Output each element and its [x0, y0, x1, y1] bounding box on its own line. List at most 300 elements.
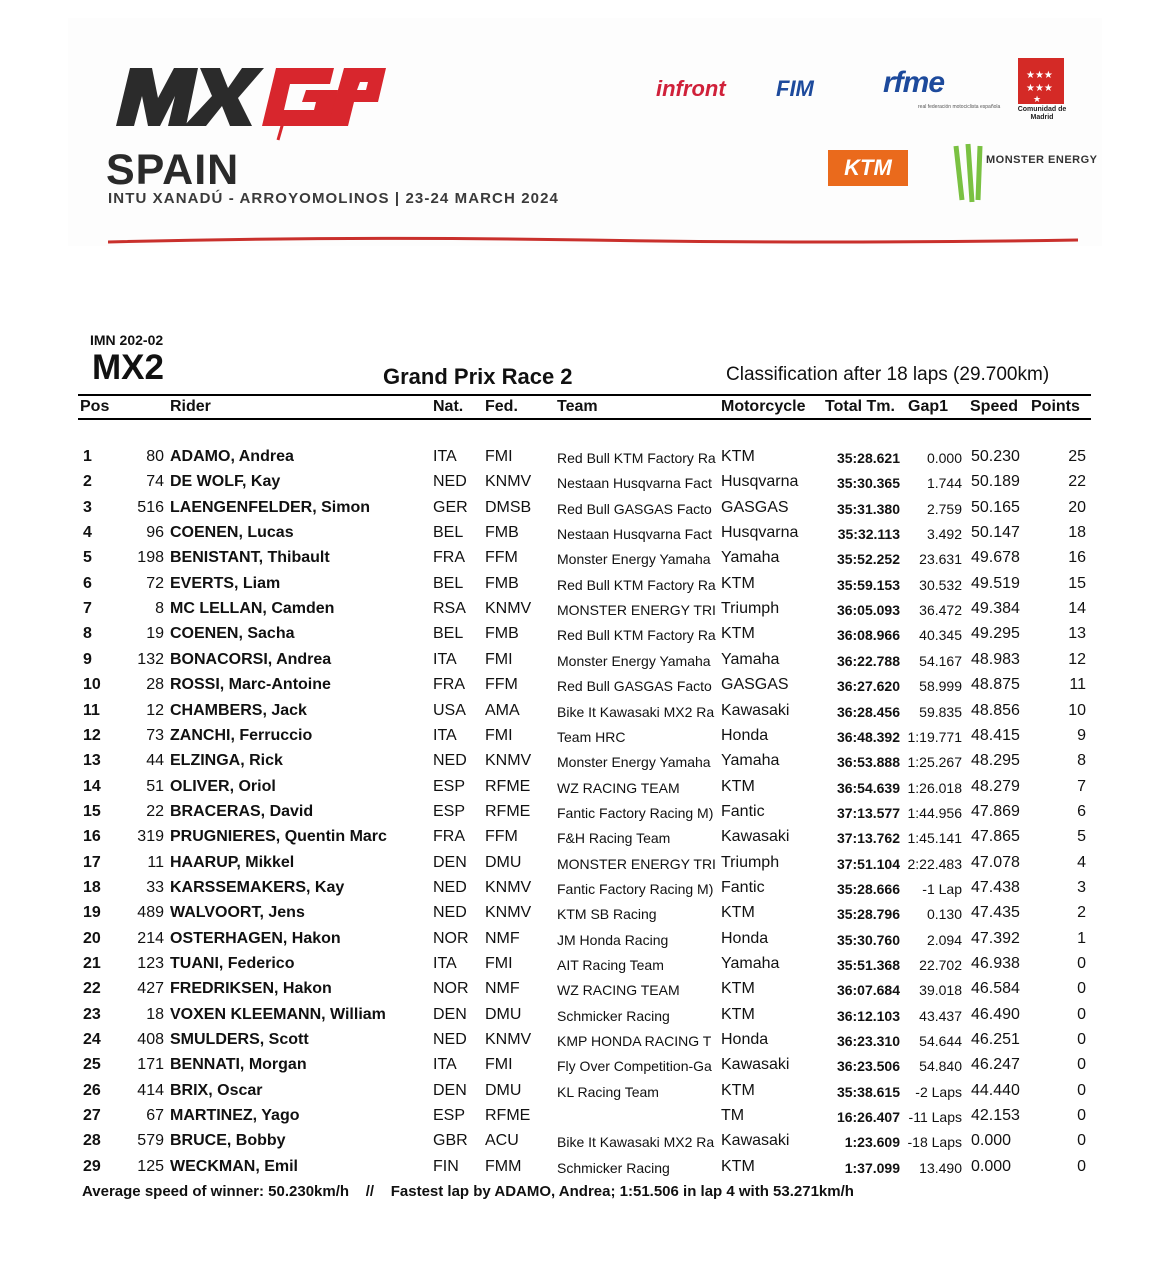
- svg-text:★★★: ★★★: [1026, 83, 1053, 94]
- speed-cell: 0.000: [971, 1132, 1012, 1150]
- team-cell: Red Bull GASGAS Facto: [557, 678, 712, 695]
- rider-name-cell: MC LELLAN, Camden: [170, 600, 335, 618]
- speed-cell: 47.869: [971, 802, 1020, 820]
- rider-number-cell: 73: [146, 726, 164, 744]
- col-gap: Gap1: [908, 398, 949, 415]
- total-time-cell: 35:32.113: [837, 526, 900, 543]
- rider-name-cell: VOXEN KLEEMANN, William: [170, 1005, 386, 1023]
- federation-cell: FMB: [485, 625, 519, 643]
- col-rider: Rider: [170, 398, 211, 415]
- nation-cell: ESP: [433, 1107, 466, 1125]
- table-row: [78, 978, 1091, 1003]
- rider-name-cell: BENNATI, Morgan: [170, 1056, 307, 1074]
- rider-name-cell: WECKMAN, Emil: [170, 1157, 298, 1175]
- nation-cell: NOR: [433, 980, 469, 998]
- rider-number-cell: 12: [146, 701, 164, 719]
- svg-text:★★★: ★★★: [1026, 70, 1053, 81]
- nation-cell: USA: [433, 701, 466, 719]
- total-time-cell: 36:08.966: [836, 627, 900, 644]
- federation-cell: KNMV: [485, 1031, 532, 1049]
- team-cell: Nestaan Husqvarna Fact: [557, 475, 712, 492]
- federation-cell: DMSB: [485, 498, 532, 516]
- nation-cell: DEN: [433, 1005, 467, 1023]
- speed-cell: 46.490: [971, 1005, 1020, 1023]
- pos-cell: 28: [83, 1132, 101, 1150]
- col-team: Team: [557, 398, 598, 415]
- federation-cell: FMI: [485, 726, 513, 744]
- points-cell: 18: [1068, 524, 1086, 542]
- motorcycle-cell: Triumph: [721, 600, 780, 618]
- team-cell: Team HRC: [557, 728, 626, 745]
- nation-cell: BEL: [433, 574, 464, 592]
- team-cell: Monster Energy Yamaha: [557, 551, 711, 568]
- pos-cell: 17: [83, 853, 101, 871]
- rider-name-cell: ADAMO, Andrea: [170, 448, 294, 465]
- speed-cell: 46.584: [971, 980, 1020, 998]
- col-speed: Speed: [970, 398, 1019, 415]
- points-cell: 0: [1077, 1132, 1086, 1150]
- team-cell: Bike It Kawasaki MX2 Ra: [557, 703, 715, 720]
- rider-number-cell: 579: [137, 1132, 164, 1150]
- col-fed: Fed.: [485, 398, 518, 415]
- table-row: [78, 1105, 1091, 1130]
- col-nat: Nat.: [433, 398, 464, 415]
- rider-number-cell: 414: [137, 1081, 164, 1099]
- nation-cell: NED: [433, 473, 467, 491]
- nation-cell: BEL: [433, 625, 464, 643]
- rider-number-cell: 408: [137, 1031, 164, 1049]
- pos-cell: 19: [83, 904, 101, 922]
- nation-cell: NED: [433, 904, 467, 922]
- speed-cell: 48.856: [971, 701, 1020, 719]
- pos-cell: 26: [83, 1081, 101, 1099]
- rider-number-cell: 132: [137, 650, 164, 668]
- federation-cell: AMA: [485, 701, 520, 719]
- gap-cell: 1:26.018: [907, 779, 962, 796]
- team-cell: KL Racing Team: [557, 1083, 659, 1100]
- motorcycle-cell: Fantic: [721, 802, 765, 820]
- rider-number-cell: 123: [137, 955, 164, 972]
- points-cell: 0: [1077, 1005, 1086, 1023]
- speed-cell: 47.392: [971, 929, 1020, 947]
- team-cell: Bike It Kawasaki MX2 Ra: [557, 1134, 715, 1151]
- points-cell: 0: [1077, 980, 1086, 998]
- gap-cell: 54.644: [919, 1033, 962, 1050]
- total-time-cell: 37:13.577: [836, 804, 900, 821]
- nation-cell: ITA: [433, 726, 457, 744]
- team-cell: Red Bull GASGAS Facto: [557, 500, 712, 517]
- gap-cell: 1:25.267: [907, 754, 962, 771]
- table-row: [78, 928, 1091, 953]
- speed-cell: 46.251: [971, 1031, 1020, 1049]
- federation-cell: FFM: [485, 549, 518, 567]
- points-cell: 4: [1077, 853, 1086, 871]
- total-time-cell: 36:05.093: [836, 602, 900, 619]
- total-time-cell: 35:59.153: [836, 576, 900, 593]
- total-time-cell: 35:28.621: [836, 450, 900, 466]
- rider-name-cell: TUANI, Federico: [170, 955, 295, 972]
- gap-cell: 36.472: [919, 602, 962, 619]
- motorcycle-cell: Honda: [721, 1031, 769, 1049]
- pos-cell: 29: [83, 1157, 101, 1175]
- rider-number-cell: 8: [155, 600, 164, 618]
- points-cell: 12: [1068, 650, 1086, 668]
- federation-cell: FFM: [485, 676, 518, 694]
- table-row: [78, 547, 1091, 572]
- points-cell: 0: [1077, 1107, 1086, 1125]
- motorcycle-cell: KTM: [721, 980, 755, 998]
- federation-cell: RFME: [485, 1107, 531, 1125]
- speed-cell: 42.153: [971, 1107, 1020, 1125]
- motorcycle-cell: KTM: [721, 1005, 755, 1023]
- nation-cell: NED: [433, 1031, 467, 1049]
- federation-cell: RFME: [485, 802, 531, 820]
- team-cell: KTM SB Racing: [557, 906, 657, 923]
- rider-number-cell: 33: [146, 878, 164, 896]
- federation-cell: FMB: [485, 524, 519, 542]
- points-cell: 14: [1068, 600, 1086, 618]
- rider-number-cell: 125: [137, 1157, 164, 1175]
- motorcycle-cell: Kawasaki: [721, 1056, 790, 1074]
- federation-cell: RFME: [485, 777, 531, 795]
- motorcycle-cell: KTM: [721, 1081, 755, 1099]
- gap-cell: 58.999: [919, 678, 962, 695]
- motorcycle-cell: Husqvarna: [721, 524, 799, 542]
- pos-cell: 23: [83, 1005, 101, 1023]
- mxgp-logo: [108, 54, 388, 144]
- total-time-cell: 35:31.380: [836, 500, 900, 517]
- table-row: [78, 1130, 1091, 1155]
- rider-number-cell: 67: [146, 1107, 164, 1125]
- gap-cell: 3.492: [926, 526, 962, 543]
- nation-cell: FRA: [433, 828, 465, 846]
- table-row: [78, 877, 1091, 902]
- team-cell: Red Bull KTM Factory Ra: [557, 450, 716, 466]
- pos-cell: 8: [83, 625, 92, 643]
- table-row: [78, 497, 1091, 522]
- gap-cell: 54.167: [919, 652, 962, 669]
- team-cell: WZ RACING TEAM: [557, 779, 680, 796]
- speed-cell: 50.189: [971, 473, 1020, 491]
- federation-cell: ACU: [485, 1132, 519, 1150]
- points-cell: 11: [1069, 676, 1086, 694]
- motorcycle-cell: Yamaha: [721, 752, 780, 770]
- gap-cell: -1 Lap: [922, 880, 962, 897]
- rider-name-cell: LAENGENFELDER, Simon: [170, 498, 371, 516]
- rider-number-cell: 516: [137, 498, 164, 516]
- race-title: Grand Prix Race 2: [383, 364, 573, 389]
- total-time-cell: 36:53.888: [836, 754, 900, 771]
- nation-cell: FRA: [433, 676, 465, 694]
- table-row: [78, 649, 1091, 674]
- nation-cell: ESP: [433, 777, 466, 795]
- federation-cell: KNMV: [485, 904, 532, 922]
- pos-cell: 1: [83, 448, 92, 465]
- motorcycle-cell: Honda: [721, 929, 769, 947]
- gap-cell: 13.490: [919, 1159, 962, 1176]
- total-time-cell: 35:38.615: [836, 1083, 900, 1100]
- federation-cell: DMU: [485, 1005, 522, 1023]
- federation-cell: KNMV: [485, 600, 532, 618]
- pos-cell: 3: [83, 498, 92, 516]
- table-row: [78, 852, 1091, 877]
- motorcycle-cell: Husqvarna: [721, 473, 799, 491]
- speed-cell: 49.519: [971, 574, 1020, 592]
- federation-cell: FMI: [485, 650, 513, 668]
- nation-cell: NED: [433, 878, 467, 896]
- rider-number-cell: 80: [146, 448, 164, 465]
- rider-name-cell: COENEN, Sacha: [170, 625, 295, 643]
- monster-energy-logo: [948, 140, 1062, 206]
- infront-logo: infront: [656, 76, 726, 101]
- team-cell: Schmicker Racing: [557, 1159, 670, 1176]
- motorcycle-cell: GASGAS: [721, 498, 789, 516]
- total-time-cell: 36:22.788: [836, 652, 900, 669]
- table-row: [78, 902, 1091, 927]
- points-cell: 0: [1077, 955, 1086, 972]
- gap-cell: 1:19.771: [907, 728, 962, 745]
- gap-cell: 2.094: [926, 931, 962, 948]
- table-row: [78, 623, 1091, 648]
- col-total-time: Total Tm.: [825, 398, 895, 415]
- gap-cell: 54.840: [919, 1058, 962, 1075]
- speed-cell: 50.230: [971, 448, 1020, 465]
- rider-number-cell: 198: [137, 549, 164, 567]
- total-time-cell: 36:12.103: [836, 1007, 900, 1024]
- table-row: [78, 1029, 1091, 1054]
- speed-cell: 50.147: [971, 524, 1020, 542]
- rider-name-cell: PRUGNIERES, Quentin Marc: [170, 828, 387, 846]
- table-row: [78, 522, 1091, 547]
- table-row: [78, 573, 1091, 598]
- gap-cell: 1:45.141: [907, 830, 962, 847]
- pos-cell: 14: [83, 777, 101, 795]
- nation-cell: ITA: [433, 1056, 457, 1074]
- gap-cell: 22.702: [919, 957, 962, 973]
- rider-number-cell: 319: [137, 828, 164, 846]
- federation-cell: FFM: [485, 828, 518, 846]
- total-time-cell: 36:07.684: [836, 982, 900, 999]
- monster-energy-text: MONSTER ENERGY: [986, 154, 1098, 166]
- total-time-cell: 35:52.252: [836, 551, 900, 568]
- team-cell: AIT Racing Team: [557, 957, 664, 973]
- rider-number-cell: 171: [137, 1056, 164, 1074]
- pos-cell: 2: [83, 473, 92, 491]
- federation-cell: NMF: [485, 929, 520, 947]
- rider-number-cell: 96: [146, 524, 164, 542]
- event-name: SPAIN: [106, 146, 240, 194]
- gap-cell: 1.744: [926, 475, 962, 492]
- table-row: [78, 776, 1091, 801]
- federation-cell: KNMV: [485, 473, 532, 491]
- nation-cell: NOR: [433, 929, 469, 947]
- rider-number-cell: 19: [146, 625, 164, 643]
- document-code: IMN 202-02: [90, 332, 164, 348]
- total-time-cell: 35:28.666: [836, 880, 900, 897]
- header-rule: [78, 394, 1091, 396]
- motorcycle-cell: Yamaha: [721, 650, 780, 668]
- nation-cell: GBR: [433, 1132, 468, 1150]
- rider-name-cell: FREDRIKSEN, Hakon: [170, 980, 332, 998]
- motorcycle-cell: Kawasaki: [721, 701, 790, 719]
- team-cell: Monster Energy Yamaha: [557, 754, 711, 771]
- motorcycle-cell: Yamaha: [721, 955, 780, 972]
- speed-cell: 47.078: [971, 853, 1020, 871]
- col-points: Points: [1031, 398, 1080, 415]
- pos-cell: 22: [83, 980, 101, 998]
- pos-cell: 6: [83, 574, 92, 592]
- points-cell: 8: [1077, 752, 1086, 770]
- team-cell: WZ RACING TEAM: [557, 982, 680, 999]
- motorcycle-cell: KTM: [721, 904, 755, 922]
- pos-cell: 27: [83, 1107, 101, 1125]
- rider-number-cell: 214: [137, 929, 164, 947]
- speed-cell: 49.678: [971, 549, 1020, 567]
- rider-number-cell: 427: [137, 980, 164, 998]
- rider-name-cell: BONACORSI, Andrea: [170, 650, 332, 668]
- team-cell: Nestaan Husqvarna Fact: [557, 526, 712, 543]
- pos-cell: 20: [83, 929, 101, 947]
- pos-cell: 9: [83, 650, 92, 668]
- federation-cell: FMB: [485, 574, 519, 592]
- total-time-cell: 37:51.104: [836, 855, 900, 872]
- team-cell: KMP HONDA RACING T: [557, 1033, 712, 1050]
- rfme-logo: rfme: [883, 66, 945, 99]
- rider-number-cell: 11: [147, 853, 164, 871]
- federation-cell: DMU: [485, 1081, 522, 1099]
- motorcycle-cell: KTM: [721, 574, 755, 592]
- team-cell: Red Bull KTM Factory Ra: [557, 576, 716, 593]
- table-row: [78, 826, 1091, 851]
- gap-cell: 0.000: [926, 450, 962, 466]
- nation-cell: ITA: [433, 955, 457, 972]
- total-time-cell: 1:23.609: [844, 1134, 900, 1151]
- table-row: [78, 953, 1091, 978]
- total-time-cell: 35:51.368: [836, 957, 900, 973]
- rider-name-cell: BENISTANT, Thibault: [170, 549, 330, 567]
- gap-cell: -11 Laps: [908, 1109, 962, 1126]
- speed-cell: 47.438: [971, 878, 1020, 896]
- event-banner: [68, 18, 1102, 246]
- points-cell: 25: [1068, 448, 1086, 465]
- speed-cell: 0.000: [971, 1157, 1012, 1175]
- col-motorcycle: Motorcycle: [721, 398, 806, 415]
- motorcycle-cell: KTM: [721, 625, 755, 643]
- team-cell: Fantic Factory Racing M): [557, 804, 714, 821]
- table-row: [78, 801, 1091, 826]
- pos-cell: 12: [83, 726, 101, 744]
- gap-cell: 2.759: [926, 500, 962, 517]
- pos-cell: 15: [83, 802, 101, 820]
- motorcycle-cell: Kawasaki: [721, 828, 790, 846]
- nation-cell: ESP: [433, 802, 466, 820]
- points-cell: 6: [1077, 802, 1086, 820]
- federation-cell: DMU: [485, 853, 522, 871]
- motorcycle-cell: Honda: [721, 726, 769, 744]
- rider-name-cell: ELZINGA, Rick: [170, 752, 283, 770]
- motorcycle-cell: KTM: [721, 448, 755, 465]
- race-footer-summary: Average speed of winner: 50.230km/h // Fastest lap by ADAMO, Andrea; 1:51.506 in lap 4 with 53.271km/h: [82, 1183, 854, 1200]
- total-time-cell: 1:37.099: [844, 1159, 900, 1176]
- rider-name-cell: EVERTS, Liam: [170, 574, 281, 592]
- rider-name-cell: OLIVER, Oriol: [170, 777, 276, 795]
- rider-name-cell: BRACERAS, David: [170, 802, 314, 820]
- nation-cell: FRA: [433, 549, 465, 567]
- points-cell: 0: [1077, 1056, 1086, 1074]
- svg-text:★: ★: [1033, 95, 1042, 104]
- table-header: [78, 398, 1091, 420]
- team-cell: Schmicker Racing: [557, 1007, 670, 1024]
- federation-cell: FMI: [485, 955, 513, 972]
- gap-cell: 43.437: [919, 1007, 962, 1024]
- gap-cell: -18 Laps: [907, 1134, 962, 1151]
- motorcycle-cell: GASGAS: [721, 676, 789, 694]
- table-row: [78, 700, 1091, 725]
- gap-cell: 0.130: [926, 906, 962, 923]
- federation-cell: NMF: [485, 980, 520, 998]
- nation-cell: BEL: [433, 524, 464, 542]
- motorcycle-cell: Fantic: [721, 878, 765, 896]
- rider-name-cell: HAARUP, Mikkel: [170, 853, 295, 871]
- team-cell: MONSTER ENERGY TRI: [557, 855, 716, 872]
- gap-cell: 1:44.956: [907, 804, 962, 821]
- rider-name-cell: COENEN, Lucas: [170, 524, 294, 542]
- motorcycle-cell: TM: [721, 1107, 745, 1125]
- motorcycle-cell: Triumph: [721, 853, 780, 871]
- rfme-subtitle: real federación motociclista española: [918, 104, 1001, 110]
- points-cell: 20: [1068, 498, 1086, 516]
- pos-cell: 16: [83, 828, 101, 846]
- points-cell: 22: [1068, 473, 1086, 491]
- gap-cell: 30.532: [919, 576, 962, 593]
- gap-cell: 23.631: [919, 551, 962, 568]
- table-row: [78, 1054, 1091, 1079]
- rider-name-cell: CHAMBERS, Jack: [170, 701, 307, 719]
- nation-cell: FIN: [433, 1157, 459, 1175]
- pos-cell: 10: [83, 676, 101, 694]
- rider-number-cell: 489: [137, 904, 164, 922]
- speed-cell: 46.247: [971, 1056, 1020, 1074]
- team-cell: Fly Over Competition-Ga: [557, 1058, 712, 1075]
- nation-cell: GER: [433, 498, 468, 516]
- pos-cell: 21: [83, 955, 101, 972]
- team-cell: Red Bull KTM Factory Ra: [557, 627, 716, 644]
- rider-name-cell: KARSSEMAKERS, Kay: [170, 878, 345, 896]
- speed-cell: 46.938: [971, 955, 1020, 972]
- rider-name-cell: OSTERHAGEN, Hakon: [170, 929, 341, 947]
- nation-cell: RSA: [433, 600, 466, 618]
- points-cell: 7: [1077, 777, 1086, 795]
- points-cell: 10: [1068, 701, 1086, 719]
- fim-logo: FIM: [776, 76, 814, 101]
- gap-cell: 59.835: [919, 703, 962, 720]
- rider-name-cell: BRIX, Oscar: [170, 1081, 263, 1099]
- ktm-logo: KTM: [828, 150, 908, 186]
- gap-cell: 40.345: [919, 627, 962, 644]
- speed-cell: 49.295: [971, 625, 1020, 643]
- motorcycle-cell: Kawasaki: [721, 1132, 790, 1150]
- speed-cell: 48.295: [971, 752, 1020, 770]
- pos-cell: 25: [83, 1056, 101, 1074]
- rider-number-cell: 72: [146, 574, 164, 592]
- rider-name-cell: ZANCHI, Ferruccio: [170, 726, 313, 744]
- speed-cell: 48.875: [971, 676, 1020, 694]
- rider-number-cell: 22: [146, 802, 164, 820]
- total-time-cell: 36:27.620: [836, 678, 900, 695]
- rider-number-cell: 28: [146, 676, 164, 694]
- rider-name-cell: SMULDERS, Scott: [170, 1031, 309, 1049]
- rider-name-cell: BRUCE, Bobby: [170, 1132, 286, 1150]
